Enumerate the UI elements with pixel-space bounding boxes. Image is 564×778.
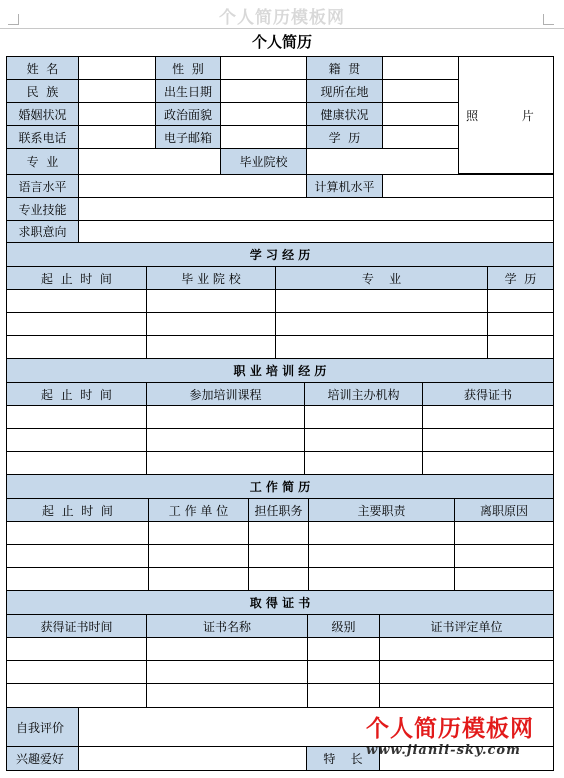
language-field[interactable] [78, 174, 307, 198]
certs-cell[interactable] [307, 660, 380, 684]
work-cell[interactable] [6, 544, 149, 568]
certs-cell[interactable] [146, 660, 308, 684]
work-cell[interactable] [454, 544, 554, 568]
work-cell[interactable] [6, 521, 149, 545]
study-header-major: 专 业 [275, 266, 488, 290]
training-cell[interactable] [304, 451, 423, 475]
training-cell[interactable] [422, 451, 554, 475]
training-header-course: 参加培训课程 [146, 382, 305, 406]
certs-cell[interactable] [379, 660, 554, 684]
study-cell[interactable] [487, 312, 554, 336]
marital-label: 婚姻状况 [6, 102, 79, 126]
study-cell[interactable] [6, 289, 147, 313]
margin-corner-right [543, 14, 554, 25]
certs-cell[interactable] [307, 683, 380, 708]
political-label: 政治面貌 [155, 102, 221, 126]
self-eval-label: 自我评价 [6, 707, 79, 747]
study-cell[interactable] [146, 335, 276, 359]
training-section-title: 职 业 培 训 经 历 [6, 358, 554, 383]
study-header-degree: 学 历 [487, 266, 554, 290]
name-field[interactable] [78, 56, 156, 80]
certs-header-date: 获得证书时间 [6, 614, 147, 638]
certs-header-issuer: 证书评定单位 [379, 614, 554, 638]
certs-header-level: 级别 [307, 614, 380, 638]
certs-cell[interactable] [307, 637, 380, 661]
work-section-title: 工 作 简 历 [6, 474, 554, 499]
study-cell[interactable] [487, 335, 554, 359]
study-cell[interactable] [146, 289, 276, 313]
gender-label: 性 别 [155, 56, 221, 80]
study-header-school: 毕 业 院 校 [146, 266, 276, 290]
work-cell[interactable] [248, 521, 309, 545]
work-cell[interactable] [308, 521, 455, 545]
brand-watermark [366, 715, 534, 759]
specialty-label: 特 长 [306, 746, 380, 771]
photo-box[interactable]: 照 片 [458, 56, 554, 174]
brand-name: 个人简历模板网 [366, 715, 534, 742]
work-cell[interactable] [248, 567, 309, 591]
computer-label: 计算机水平 [306, 174, 383, 198]
email-label: 电子邮箱 [155, 125, 221, 149]
work-header-position: 担任职务 [248, 498, 309, 522]
gender-field[interactable] [220, 56, 307, 80]
work-header-leaving-reason: 离职原因 [454, 498, 554, 522]
header-rule [0, 28, 564, 29]
page-title: 个人简历 [251, 33, 312, 51]
work-cell[interactable] [148, 544, 249, 568]
work-cell[interactable] [454, 567, 554, 591]
education-label: 学 历 [306, 125, 383, 149]
marital-field[interactable] [78, 102, 156, 126]
certs-header-name: 证书名称 [146, 614, 308, 638]
study-cell[interactable] [6, 335, 147, 359]
health-field[interactable] [382, 102, 459, 126]
ethnicity-field[interactable] [78, 79, 156, 103]
work-header-period: 起 止 时 间 [6, 498, 149, 522]
birth-date-field[interactable] [220, 79, 307, 103]
training-cell[interactable] [6, 451, 147, 475]
training-cell[interactable] [146, 451, 305, 475]
training-cell[interactable] [422, 428, 554, 452]
certs-cell[interactable] [6, 637, 147, 661]
school-label: 毕业院校 [220, 148, 307, 175]
ethnicity-label: 民 族 [6, 79, 79, 103]
objective-field[interactable] [78, 220, 554, 243]
study-cell[interactable] [6, 312, 147, 336]
certs-section-title: 取 得 证 书 [6, 590, 554, 615]
skills-label: 专业技能 [6, 197, 79, 221]
computer-field[interactable] [382, 174, 554, 198]
study-cell[interactable] [275, 335, 488, 359]
study-header-period: 起 止 时 间 [6, 266, 147, 290]
hobby-label: 兴趣爱好 [6, 746, 79, 771]
work-header-duties: 主要职责 [308, 498, 455, 522]
study-section-title: 学 习 经 历 [6, 242, 554, 267]
political-field[interactable] [220, 102, 307, 126]
work-cell[interactable] [248, 544, 309, 568]
training-cell[interactable] [146, 405, 305, 429]
certs-cell[interactable] [379, 683, 554, 708]
certs-cell[interactable] [146, 683, 308, 708]
training-cell[interactable] [304, 428, 423, 452]
school-field[interactable] [306, 148, 459, 175]
major-label: 专 业 [6, 148, 79, 175]
phone-label: 联系电话 [6, 125, 79, 149]
language-label: 语言水平 [6, 174, 79, 198]
work-cell[interactable] [148, 521, 249, 545]
study-cell[interactable] [487, 289, 554, 313]
certs-cell[interactable] [6, 660, 147, 684]
training-cell[interactable] [6, 428, 147, 452]
training-cell[interactable] [422, 405, 554, 429]
margin-corner-left [8, 14, 19, 25]
native-place-label: 籍 贯 [306, 56, 383, 80]
work-cell[interactable] [308, 567, 455, 591]
major-field[interactable] [78, 148, 221, 175]
training-cell[interactable] [304, 405, 423, 429]
study-cell[interactable] [275, 312, 488, 336]
email-field[interactable] [220, 125, 307, 149]
training-cell[interactable] [146, 428, 305, 452]
training-cell[interactable] [6, 405, 147, 429]
native-place-field[interactable] [382, 56, 459, 80]
certs-cell[interactable] [379, 637, 554, 661]
certs-cell[interactable] [6, 683, 147, 708]
study-cell[interactable] [146, 312, 276, 336]
residence-label: 现所在地 [306, 79, 383, 103]
work-cell[interactable] [308, 544, 455, 568]
objective-label: 求职意向 [6, 220, 79, 243]
work-cell[interactable] [6, 567, 149, 591]
birth-date-label: 出生日期 [155, 79, 221, 103]
work-cell[interactable] [454, 521, 554, 545]
training-header-organizer: 培训主办机构 [304, 382, 423, 406]
name-label: 姓 名 [6, 56, 79, 80]
hobby-field[interactable] [78, 746, 307, 771]
phone-field[interactable] [78, 125, 156, 149]
health-label: 健康状况 [306, 102, 383, 126]
certs-cell[interactable] [146, 637, 308, 661]
training-header-period: 起 止 时 间 [6, 382, 147, 406]
training-header-certificate: 获得证书 [422, 382, 554, 406]
work-header-company: 工 作 单 位 [148, 498, 249, 522]
resume-table [6, 56, 554, 771]
brand-url: www.jianli-sky.com [366, 743, 521, 758]
education-field[interactable] [382, 125, 459, 149]
study-cell[interactable] [275, 289, 488, 313]
skills-field[interactable] [78, 197, 554, 221]
work-cell[interactable] [148, 567, 249, 591]
header-watermark: 个人简历模板网 [219, 8, 345, 28]
residence-field[interactable] [382, 79, 459, 103]
